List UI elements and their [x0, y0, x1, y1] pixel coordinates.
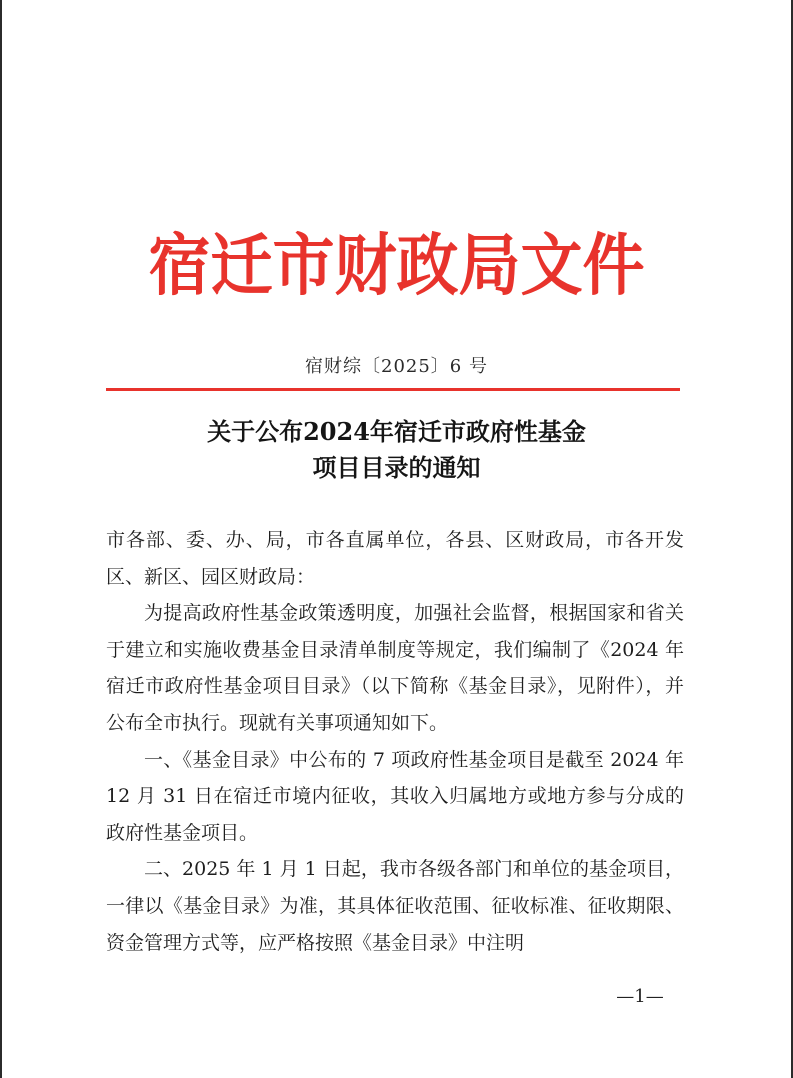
document-body: [106, 522, 684, 961]
page-left-edge: [0, 0, 2, 1078]
notice-title-line-1: 关于公布2024年宿迁市政府性基金: [207, 417, 586, 446]
body-paragraph-2: 一、《基金目录》中公布的 7 项政府性基金项目是截至 2024 年 12 月 31 日在宿迁市境内征收，其收入归属地方或地方参与分成的政府性基金项目。: [106, 748, 684, 844]
body-paragraph-3: 二、2025 年 1 月 1 日起，我市各级各部门和单位的基金项目，一律以《基金目录》为准，其具体征收范围、征收标准、征收期限、资金管理方式等，应严格按照《基金目录》中注明: [106, 858, 684, 954]
red-divider-line: [106, 388, 680, 391]
notice-title-line-2: 项目目录的通知: [312, 453, 481, 482]
document-number: 宿财综〔2025〕6 号: [305, 356, 488, 377]
addressee-line: 市各部、委、办、局，市各直属单位，各县、区财政局，市各开发区、新区、园区财政局：: [106, 529, 684, 588]
body-paragraph-1: 为提高政府性基金政策透明度，加强社会监督，根据国家和省关于建立和实施收费基金目录清单制度等规定，我们编制了《2024 年宿迁市政府性基金项目目录》（以下简称《基金目录》，见附件），并公布全市执行。现就有关事项通知如下。: [106, 602, 684, 734]
document-header-title: 宿迁市财政局文件: [148, 226, 645, 305]
page-number: —1—: [616, 986, 664, 1007]
notice-title: [0, 414, 793, 486]
